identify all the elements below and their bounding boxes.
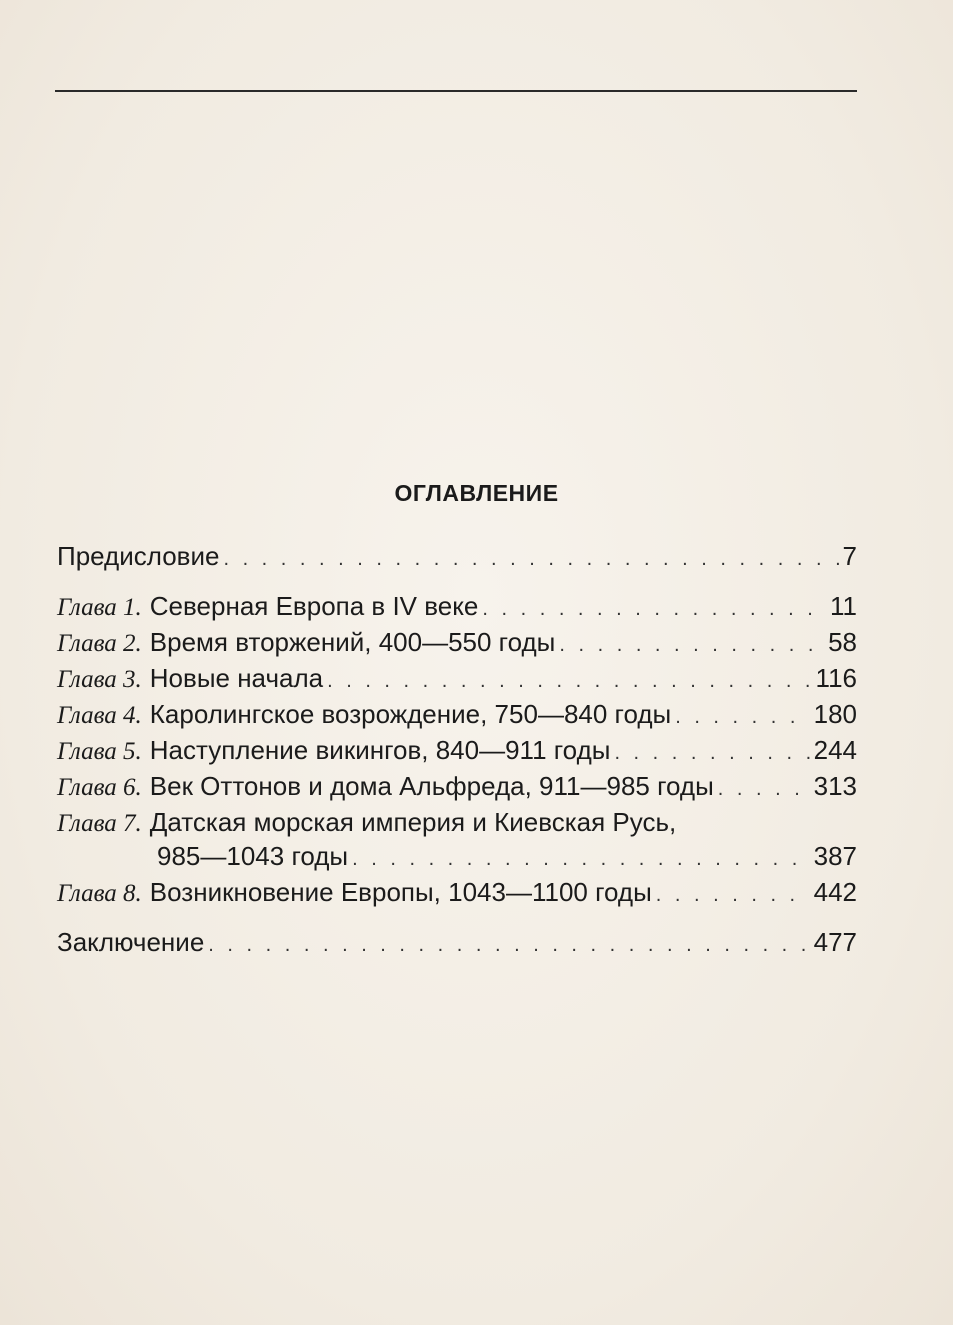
dot-leader — [675, 701, 809, 734]
toc-entry-chapter-6[interactable] — [57, 770, 857, 806]
entry-page: 313 — [813, 771, 857, 801]
chapter-prefix: Глава 1. — [57, 594, 142, 621]
toc-entry-preface[interactable] — [57, 540, 857, 576]
dot-leader — [327, 665, 811, 698]
toc-entry-chapter-1[interactable] — [57, 590, 857, 626]
entry-page: 116 — [815, 663, 857, 693]
toc-title: ОГЛАВЛЕНИЕ — [394, 480, 559, 506]
entry-page: 387 — [813, 841, 857, 871]
dot-leader — [614, 737, 809, 770]
toc-entry-chapter-7-continued[interactable] — [57, 840, 857, 876]
toc-entry-chapter-4[interactable] — [57, 698, 857, 734]
dot-leader — [718, 773, 810, 806]
entry-label: Наступление викингов, 840—911 годы — [149, 735, 611, 765]
chapter-prefix: Глава 3. — [57, 666, 142, 693]
table-of-contents — [57, 540, 857, 962]
entry-label: Северная Европа в IV веке — [149, 591, 479, 621]
toc-entry-chapter-3[interactable] — [57, 662, 857, 698]
entry-page: 180 — [813, 699, 857, 729]
toc-entry-conclusion[interactable] — [57, 926, 857, 962]
toc-entry-chapter-2[interactable] — [57, 626, 857, 662]
toc-entry-chapter-7[interactable] — [57, 806, 857, 840]
toc-entry-chapter-8[interactable] — [57, 876, 857, 912]
entry-page: 58 — [828, 627, 857, 657]
entry-page: 11 — [830, 591, 857, 621]
entry-label: Век Оттонов и дома Альфреда, 911—985 годы — [149, 771, 714, 801]
chapter-prefix: Глава 8. — [57, 880, 142, 907]
entry-page: 7 — [842, 541, 857, 571]
entry-label: Возникновение Европы, 1043—1100 годы — [149, 877, 652, 907]
chapter-prefix: Глава 4. — [57, 702, 142, 729]
dot-leader — [656, 879, 810, 912]
entry-label: Время вторжений, 400—550 годы — [149, 627, 556, 657]
entry-label: Новые начала — [149, 663, 324, 693]
entry-label: Датская морская империя и Киевская Русь, — [149, 807, 677, 837]
entry-label: Предисловие — [57, 541, 220, 571]
entry-page: 477 — [813, 927, 857, 957]
dot-leader — [223, 543, 838, 576]
header-rule — [55, 90, 857, 92]
chapter-prefix: Глава 6. — [57, 774, 142, 801]
entry-page: 442 — [813, 877, 857, 907]
entry-page: 244 — [813, 735, 857, 765]
chapter-prefix: Глава 5. — [57, 738, 142, 765]
entry-label: Заключение — [57, 927, 205, 957]
chapter-prefix: Глава 7. — [57, 810, 142, 837]
dot-leader — [208, 929, 809, 962]
dot-leader — [559, 629, 824, 662]
chapter-prefix: Глава 2. — [57, 630, 142, 657]
toc-entry-chapter-5[interactable] — [57, 734, 857, 770]
entry-label: Каролингское возрождение, 750—840 годы — [149, 699, 672, 729]
entry-label-continued: 985—1043 годы — [157, 841, 349, 871]
dot-leader — [352, 843, 810, 876]
dot-leader — [482, 593, 826, 626]
